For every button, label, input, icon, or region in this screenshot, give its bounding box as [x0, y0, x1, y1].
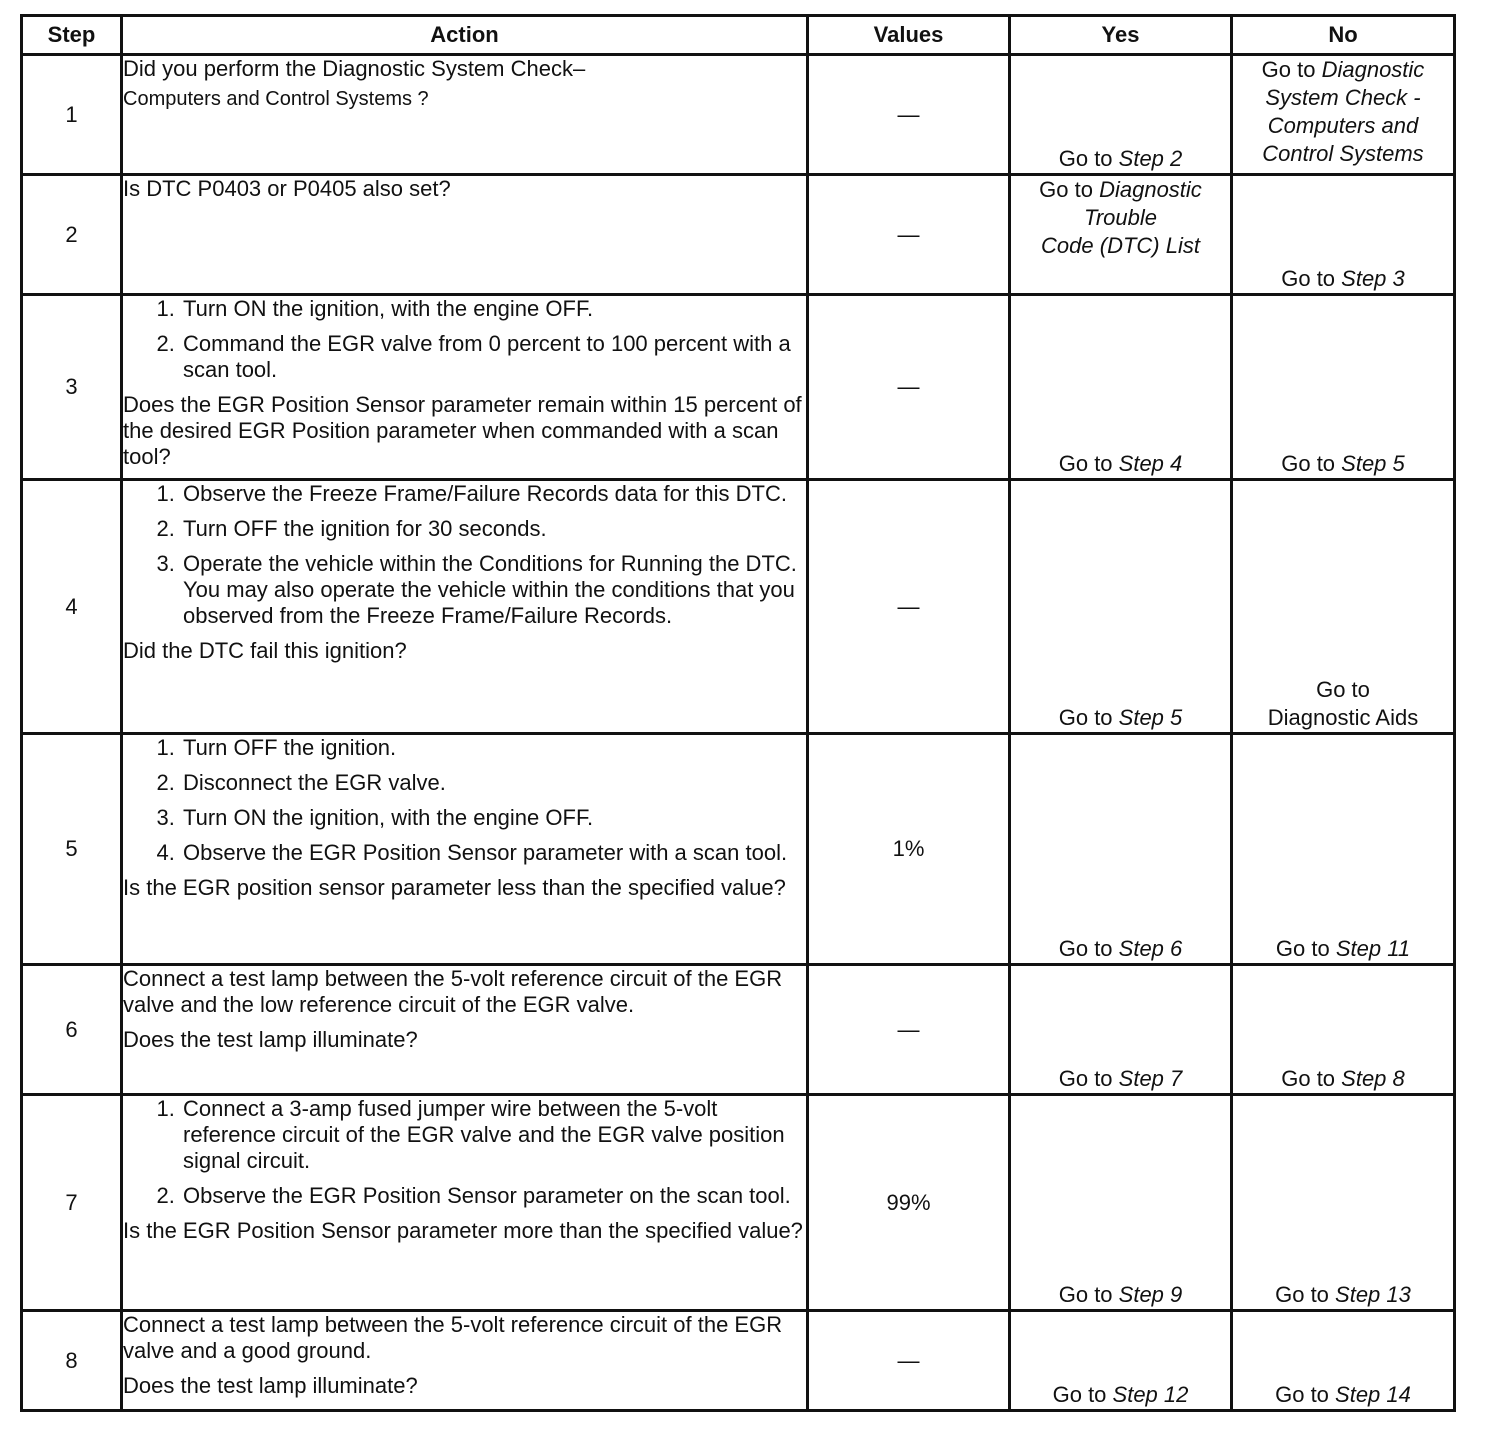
- table-row: [22, 480, 1455, 734]
- yes-link[interactable]: Step 5: [1118, 705, 1183, 730]
- action-text: Computers and Control Systems ?: [123, 88, 429, 110]
- yes-prefix: Go to: [1058, 1066, 1119, 1091]
- action-steps: [123, 481, 806, 629]
- value-cell: —: [808, 965, 1010, 1095]
- no-prefix: Go to: [1275, 936, 1336, 961]
- no-cell: [1232, 55, 1455, 175]
- yes-cell: [1010, 480, 1232, 734]
- step-number: 1: [22, 55, 122, 175]
- diagnostic-table: [20, 14, 1456, 1412]
- action-step: 4. Observe the EGR Position Sensor parameter with a scan tool.: [181, 840, 806, 866]
- action-step: 1. Turn OFF the ignition.: [181, 735, 806, 761]
- no-prefix: Go to: [1261, 57, 1322, 82]
- value-cell: —: [808, 1311, 1010, 1411]
- no-link[interactable]: Step 8: [1341, 1066, 1405, 1091]
- no-link[interactable]: Diagnostic Aids: [1267, 705, 1419, 730]
- no-link[interactable]: Step 14: [1335, 1382, 1411, 1407]
- table-row: [22, 1311, 1455, 1411]
- no-link[interactable]: Step 13: [1335, 1282, 1411, 1307]
- yes-cell: [1010, 965, 1232, 1095]
- no-link[interactable]: Control Systems: [1262, 141, 1424, 166]
- yes-prefix: Go to: [1058, 1282, 1119, 1307]
- header-no: No: [1232, 16, 1455, 55]
- yes-prefix: Go to: [1058, 705, 1119, 730]
- no-text: Go to: [1316, 677, 1370, 702]
- no-prefix: Go to: [1281, 1066, 1342, 1091]
- yes-cell: [1010, 1095, 1232, 1311]
- action-cell: [122, 1311, 808, 1411]
- action-text: Is DTC P0403 or P0405 also set?: [123, 176, 451, 201]
- value-cell: 99%: [808, 1095, 1010, 1311]
- action-question: Does the test lamp illuminate?: [123, 1373, 418, 1398]
- no-cell: [1232, 175, 1455, 295]
- action-step: 3. Turn ON the ignition, with the engine OFF.: [181, 805, 806, 831]
- action-text: Connect a test lamp between the 5-volt reference circuit of the EGR valve and the low reference circuit of the EGR valve.: [123, 966, 783, 1017]
- header-values: Values: [808, 16, 1010, 55]
- action-steps: [123, 735, 806, 866]
- no-link[interactable]: System Check -: [1265, 85, 1421, 110]
- action-step: 2. Disconnect the EGR valve.: [181, 770, 806, 796]
- yes-link[interactable]: Step 2: [1118, 146, 1183, 171]
- header-action: Action: [122, 16, 808, 55]
- yes-link[interactable]: Step 12: [1112, 1382, 1189, 1407]
- action-text: Did you perform the Diagnostic System Check–: [123, 56, 586, 81]
- yes-cell: [1010, 175, 1232, 295]
- yes-cell: [1010, 734, 1232, 965]
- action-question: Does the EGR Position Sensor parameter remain within 15 percent of the desired EGR Position parameter when commanded with a scan tool?: [123, 392, 802, 469]
- yes-link[interactable]: Step 7: [1118, 1066, 1183, 1091]
- table-row: [22, 1095, 1455, 1311]
- step-number: 5: [22, 734, 122, 965]
- action-question: Does the test lamp illuminate?: [123, 1027, 418, 1052]
- table-row: [22, 55, 1455, 175]
- value-cell: 1%: [808, 734, 1010, 965]
- no-cell: [1232, 1095, 1455, 1311]
- no-cell: [1232, 295, 1455, 480]
- no-cell: [1232, 480, 1455, 734]
- no-link[interactable]: Step 5: [1341, 451, 1405, 476]
- action-step: 2. Command the EGR valve from 0 percent to 100 percent with a scan tool.: [181, 331, 806, 383]
- action-question: Is the EGR position sensor parameter less than the specified value?: [123, 875, 786, 900]
- no-link[interactable]: Diagnostic: [1321, 57, 1425, 82]
- action-cell: [122, 55, 808, 175]
- table-row: [22, 965, 1455, 1095]
- no-link[interactable]: Computers and: [1267, 113, 1419, 138]
- action-question: Did the DTC fail this ignition?: [123, 638, 407, 663]
- yes-cell: [1010, 1311, 1232, 1411]
- action-cell: [122, 175, 808, 295]
- action-cell: [122, 734, 808, 965]
- step-number: 4: [22, 480, 122, 734]
- action-step: 2. Observe the EGR Position Sensor parameter on the scan tool.: [181, 1183, 806, 1209]
- action-steps: [123, 1096, 806, 1209]
- no-cell: [1232, 734, 1455, 965]
- step-number: 6: [22, 965, 122, 1095]
- yes-link[interactable]: Code (DTC) List: [1041, 233, 1200, 258]
- action-step: 1. Observe the Freeze Frame/Failure Records data for this DTC.: [181, 481, 806, 507]
- step-number: 7: [22, 1095, 122, 1311]
- action-step: 3. Operate the vehicle within the Conditions for Running the DTC. You may also operate the vehicle within the conditions that you observed from the Freeze Frame/Failure Records.: [181, 551, 806, 629]
- action-cell: [122, 295, 808, 480]
- header-step: Step: [22, 16, 122, 55]
- step-number: 2: [22, 175, 122, 295]
- yes-prefix: Go to: [1058, 451, 1119, 476]
- value-cell: —: [808, 295, 1010, 480]
- action-step: 1. Connect a 3-amp fused jumper wire between the 5-volt reference circuit of the EGR valve and the EGR valve position signal circuit.: [181, 1096, 806, 1174]
- action-cell: [122, 480, 808, 734]
- value-cell: —: [808, 175, 1010, 295]
- action-question: Is the EGR Position Sensor parameter more than the specified value?: [123, 1218, 803, 1243]
- table-row: [22, 175, 1455, 295]
- table-row: [22, 734, 1455, 965]
- table-row: [22, 295, 1455, 480]
- header-yes: Yes: [1010, 16, 1232, 55]
- step-number: 8: [22, 1311, 122, 1411]
- action-cell: [122, 965, 808, 1095]
- yes-link[interactable]: Step 6: [1118, 936, 1183, 961]
- no-prefix: Go to: [1281, 266, 1342, 291]
- no-link[interactable]: Step 11: [1335, 936, 1411, 961]
- header-row: [22, 16, 1455, 55]
- no-prefix: Go to: [1275, 1282, 1336, 1307]
- yes-cell: [1010, 55, 1232, 175]
- yes-link[interactable]: Step 4: [1118, 451, 1183, 476]
- step-number: 3: [22, 295, 122, 480]
- no-prefix: Go to: [1281, 451, 1342, 476]
- yes-prefix: Go to: [1039, 177, 1100, 202]
- no-link[interactable]: Step 3: [1341, 266, 1405, 291]
- action-step: 2. Turn OFF the ignition for 30 seconds.: [181, 516, 806, 542]
- yes-cell: [1010, 295, 1232, 480]
- no-cell: [1232, 965, 1455, 1095]
- value-cell: —: [808, 480, 1010, 734]
- action-step: 1. Turn ON the ignition, with the engine OFF.: [181, 296, 806, 322]
- action-text: Connect a test lamp between the 5-volt reference circuit of the EGR valve and a good ground.: [123, 1312, 783, 1363]
- yes-link[interactable]: Diagnostic: [1099, 177, 1202, 202]
- action-cell: [122, 1095, 808, 1311]
- yes-prefix: Go to: [1052, 1382, 1113, 1407]
- action-steps: [123, 296, 806, 383]
- no-prefix: Go to: [1275, 1382, 1336, 1407]
- no-cell: [1232, 1311, 1455, 1411]
- yes-link[interactable]: Trouble: [1084, 205, 1157, 230]
- yes-prefix: Go to: [1058, 146, 1119, 171]
- yes-link[interactable]: Step 9: [1118, 1282, 1183, 1307]
- yes-prefix: Go to: [1058, 936, 1119, 961]
- value-cell: —: [808, 55, 1010, 175]
